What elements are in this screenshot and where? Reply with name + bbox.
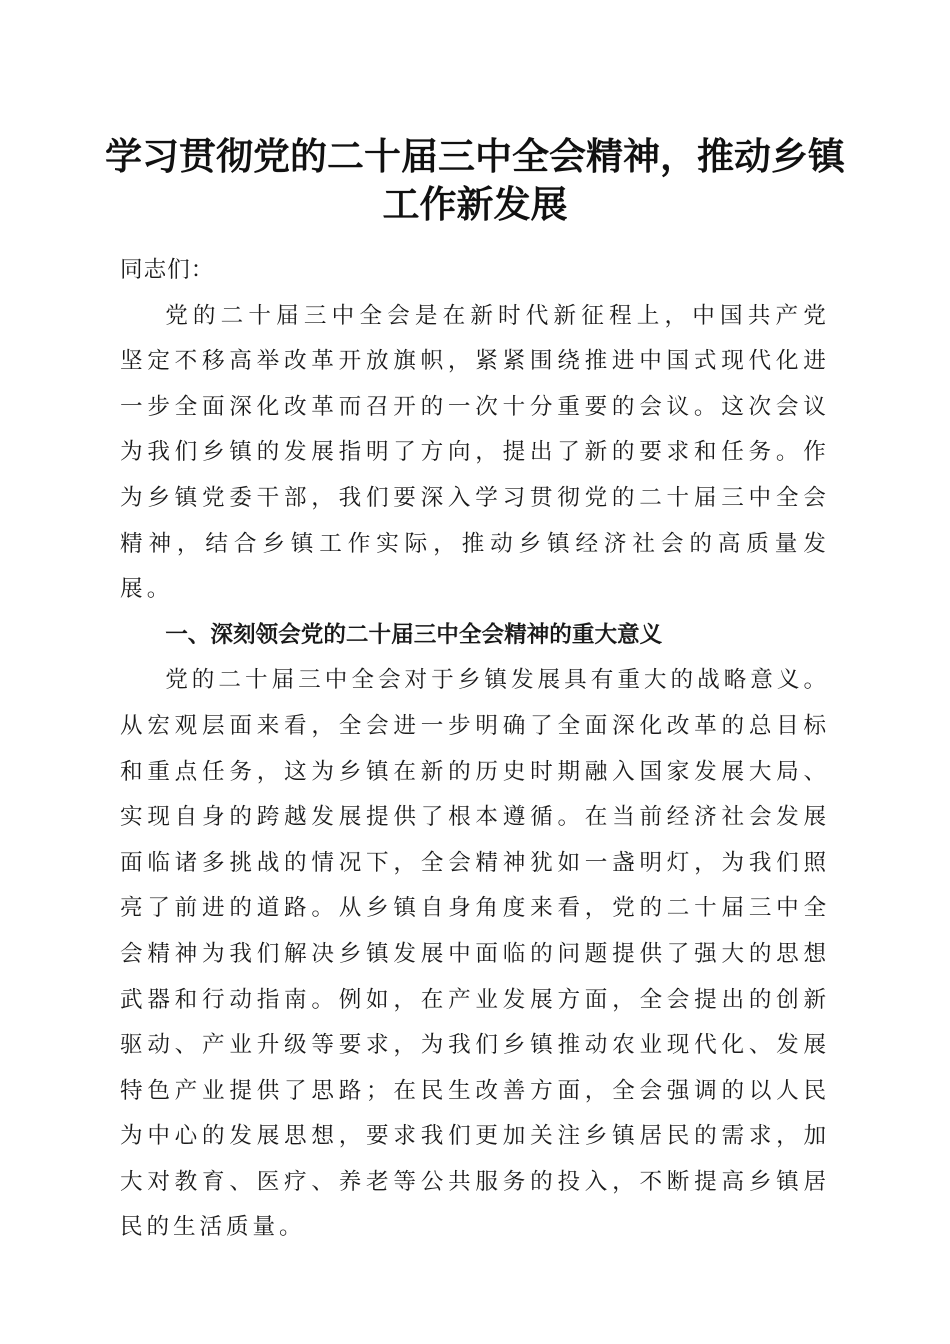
title-line-2: 工作新发展 (382, 182, 568, 226)
salutation: 同志们： (120, 257, 215, 283)
document-title (100, 132, 850, 228)
section-heading-1: 一、深刻领会党的二十届三中全会精神的重大意义 (165, 621, 663, 648)
title-line-1: 学习贯彻党的二十届三中全会精神，推动乡镇 (105, 134, 845, 178)
document-body (120, 248, 830, 1251)
section-1-paragraph: 党的二十届三中全会对于乡镇发展具有重大的战略意义。从宏观层面来看，全会进一步明确了全面深化改革的总目标和重点任务，这为乡镇在新的历史时期融入国家发展大局、实现自身的跨越发展提供了根本遵循。在当前经济社会发展面临诸多挑战的情况下，全会精神犹如一盏明灯，为我们照亮了前进的道路。从乡镇自身角度来看，党的二十届三中全会精神为我们解决乡镇发展中面临的问题提供了强大的思想武器和行动指南。例如，在产业发展方面，全会提出的创新驱动、产业升级等要求，为我们乡镇推动农业现代化、发展特色产业提供了思路；在民生改善方面，全会强调的以人民为中心的发展思想，要求我们更加关注乡镇居民的需求，加大对教育、医疗、养老等公共服务的投入，不断提高乡镇居民的生活质量。 (120, 667, 830, 1241)
intro-paragraph: 党的二十届三中全会是在新时代新征程上，中国共产党坚定不移高举改革开放旗帜，紧紧围绕推进中国式现代化进一步全面深化改革而召开的一次十分重要的会议。这次会议为我们乡镇的发展指明了方向，提出了新的要求和任务。作为乡镇党委干部，我们要深入学习贯彻党的二十届三中全会精神，结合乡镇工作实际，推动乡镇经济社会的高质量发展。 (120, 302, 830, 603)
